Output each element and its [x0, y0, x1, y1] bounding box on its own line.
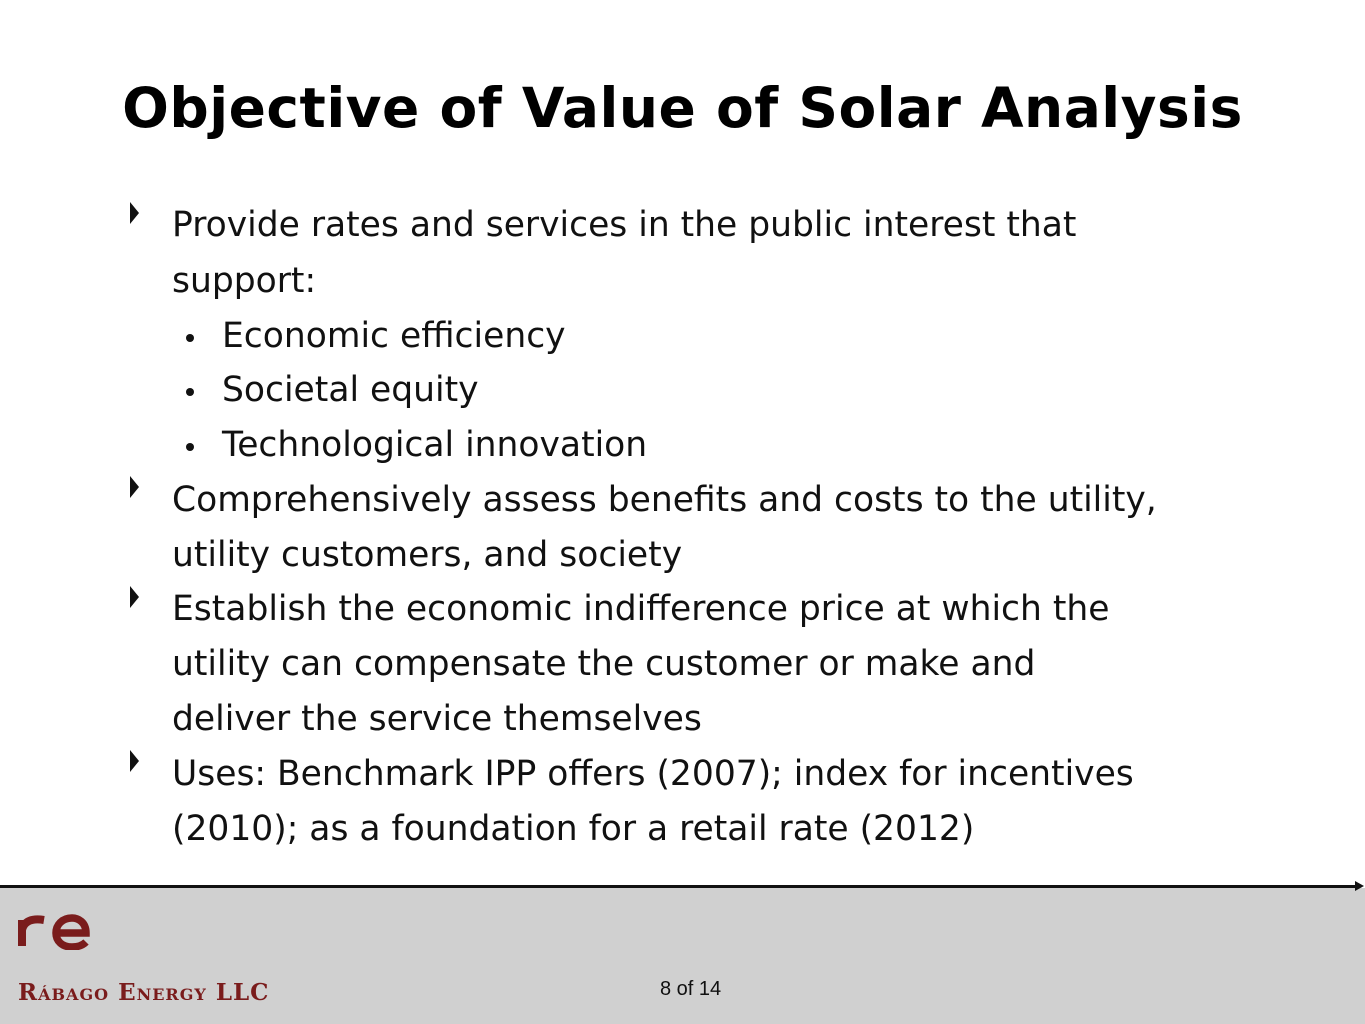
triangle-bullet-icon [130, 586, 139, 608]
sub-bullet-societal-equity: Societal equity [222, 370, 479, 410]
triangle-bullet-icon [130, 476, 139, 498]
arrow-right-icon [1355, 881, 1364, 891]
footer-divider-line [0, 885, 1358, 888]
page-number: 8 of 14 [660, 978, 722, 1000]
bullet-1-line-2: support: [172, 261, 317, 301]
bullet-3-line-2: utility can compensate the customer or make and [172, 644, 1036, 684]
dot-bullet-icon [186, 334, 194, 342]
sub-bullet-technological-innovation: Technological innovation [222, 425, 648, 465]
bullet-4-line-1: Uses: Benchmark IPP offers (2007); index for incentives [172, 754, 1134, 794]
bullet-2-line-1: Comprehensively assess benefits and costs to the utility, [172, 480, 1157, 520]
dot-bullet-icon [186, 443, 194, 451]
triangle-bullet-icon [130, 202, 139, 224]
bullet-1-line-1: Provide rates and services in the public interest that [172, 205, 1077, 245]
sub-bullet-economic-efficiency: Economic efficiency [222, 316, 566, 356]
slide-title: Objective of Value of Solar Analysis [122, 76, 1243, 140]
dot-bullet-icon [186, 388, 194, 396]
bullet-3-line-1: Establish the economic indifference price at which the [172, 589, 1110, 629]
bullet-2-line-2: utility customers, and society [172, 535, 683, 575]
bullet-3-line-3: deliver the service themselves [172, 699, 702, 739]
company-logo [18, 906, 92, 950]
bullet-4-line-2: (2010); as a foundation for a retail rate (2012) [172, 809, 975, 849]
triangle-bullet-icon [130, 750, 139, 772]
company-name: Rábago Energy LLC [18, 979, 270, 1006]
